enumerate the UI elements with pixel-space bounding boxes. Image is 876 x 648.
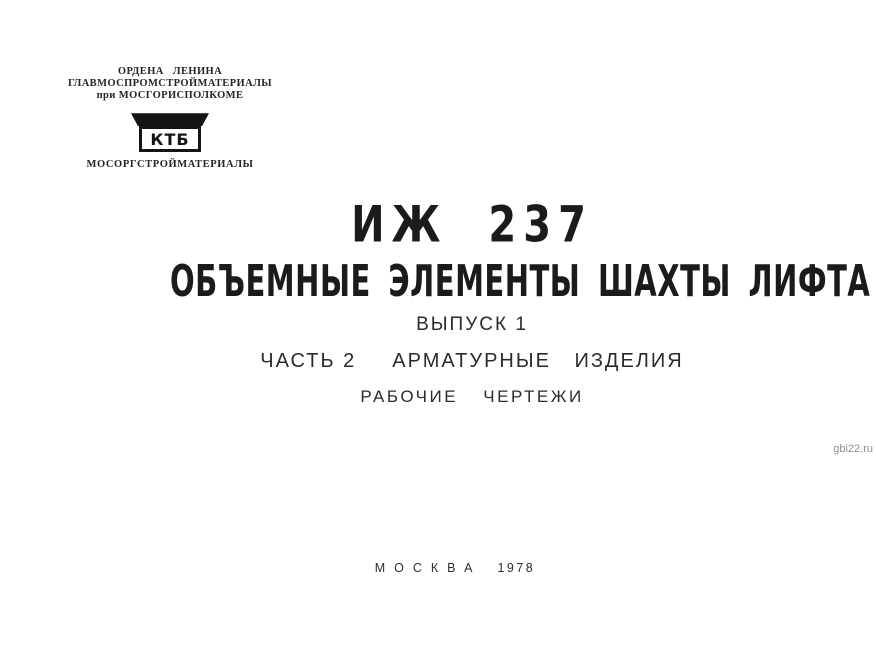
imprint-city: МОСКВА — [374, 561, 482, 575]
series-code: ИЖ 237 — [351, 196, 593, 254]
org-name-bottom: МОСОРГСТРОЙМАТЕРИАЛЫ — [86, 159, 254, 171]
issue-number: ВЫПУСК 1 — [416, 314, 528, 335]
part-title: АРМАТУРНЫЕ ИЗДЕЛИЯ — [392, 350, 684, 372]
org-name-line-2: ГЛАВМОСПРОМСТРОЙМАТЕРИАЛЫ — [67, 78, 273, 90]
part-number: ЧАСТЬ 2 — [260, 350, 357, 372]
org-name-line-3: при МОСГОРИСПОЛКОМЕ — [96, 90, 244, 102]
org-name-line-1: ОРДЕНА ЛЕНИНА — [117, 66, 223, 77]
part-line — [170, 351, 774, 371]
letterhead — [52, 66, 288, 170]
imprint — [155, 561, 755, 575]
ktb-building-logo — [131, 113, 209, 152]
logo-abbreviation: КТБ — [139, 126, 201, 152]
imprint-year: 1978 — [497, 561, 536, 575]
document-title: ОБЪЕМНЫЕ ЭЛЕМЕНТЫ ШАХТЫ ЛИФТА — [170, 255, 871, 307]
logo-roof-shape — [131, 113, 209, 126]
document-subtitle: РАБОЧИЕ ЧЕРТЕЖИ — [360, 387, 584, 406]
site-watermark: gbi22.ru — [833, 443, 873, 455]
title-block — [170, 196, 871, 406]
